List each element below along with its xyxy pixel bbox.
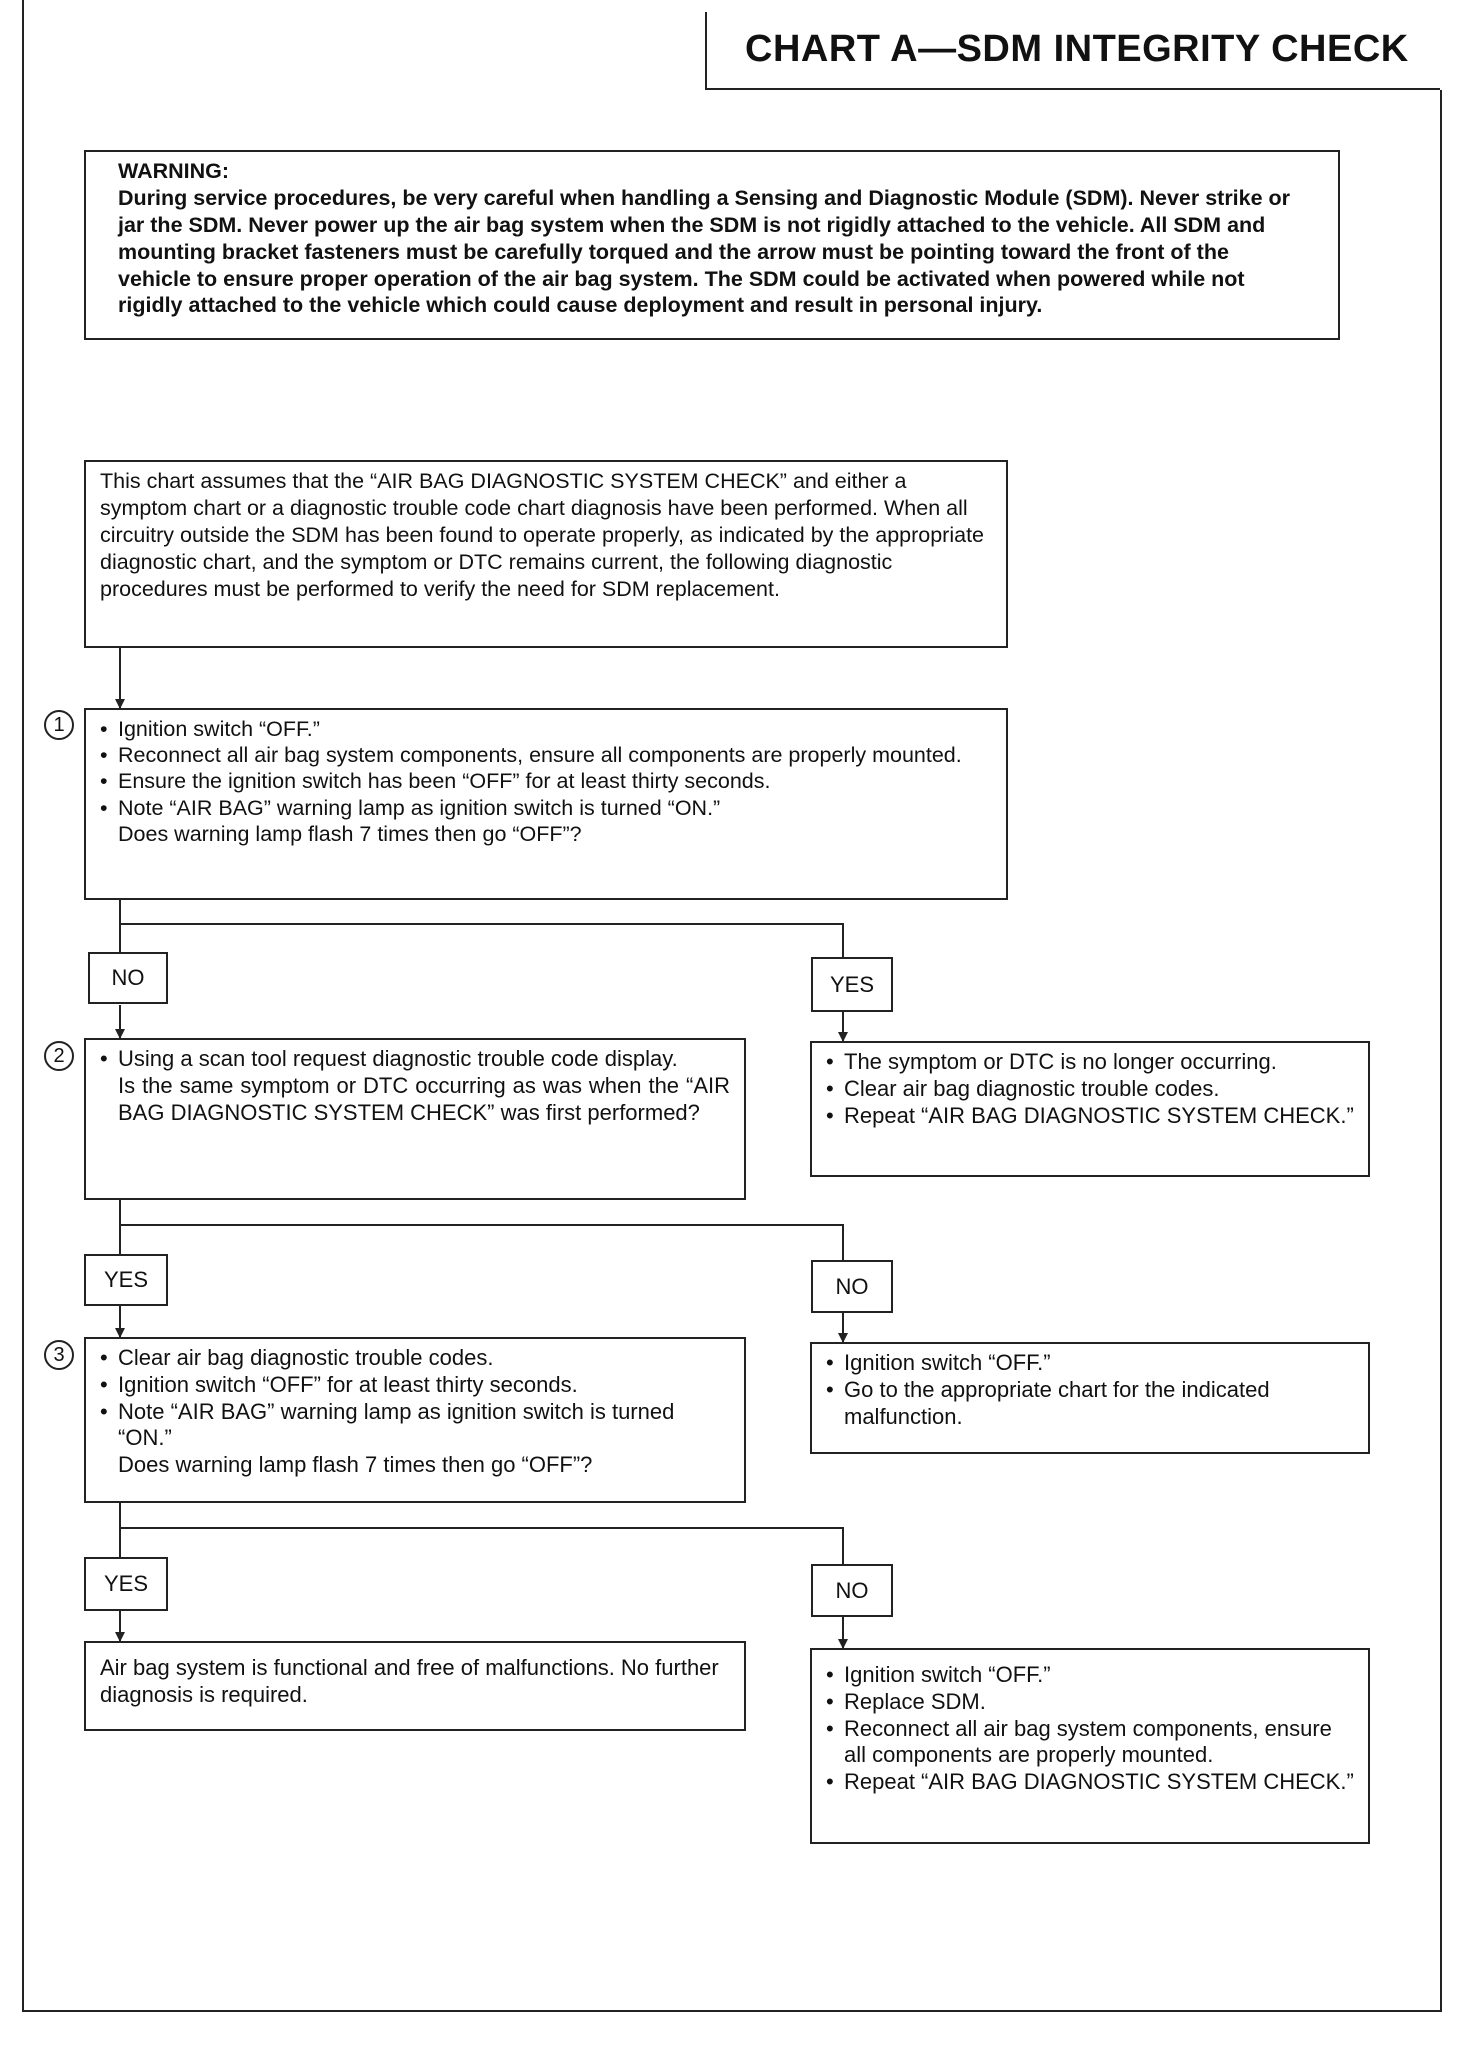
step3-no-result-item: • Reconnect all air bag system components, ensure all components are properly mounted. [826, 1716, 1354, 1770]
step2-no-result-box [810, 1342, 1370, 1454]
step-number-3: 3 [44, 1340, 74, 1370]
step3-no-result-list [826, 1662, 1354, 1796]
step3-no-result-item: • Replace SDM. [826, 1689, 1354, 1716]
warning-text: During service procedures, be very careful when handling a Sensing and Diagnostic Module (SDM). Never strike or jar the SDM. Never power up the air bag system when the SDM is not rigidly attached to the vehicle. All SDM and mounting bracket fasteners must be carefully torqued and the arrow must be pointing toward the front of the vehicle to ensure proper operation of the air bag system. The SDM could be activated when powered while not rigidly attached to the vehicle which could cause deployment and result in personal injury. [118, 185, 1291, 318]
step1-list [100, 716, 992, 821]
step1-yes-result-item: • The symptom or DTC is no longer occurring. [826, 1049, 1354, 1076]
step1-item: • Ignition switch “OFF.” [100, 716, 992, 742]
step-number-1: 1 [44, 710, 74, 740]
step3-no-result-box [810, 1648, 1370, 1844]
step2-box [84, 1038, 746, 1200]
step3-box [84, 1337, 746, 1503]
page-title: CHART A—SDM INTEGRITY CHECK [745, 28, 1409, 70]
connector-step2-no-branch [120, 1225, 843, 1260]
step-number-2: 2 [44, 1041, 74, 1071]
step1-yes-result-box [810, 1041, 1370, 1177]
step2-no-result-list [826, 1350, 1354, 1430]
step3-question: Does warning lamp flash 7 times then go “OFF”? [118, 1452, 593, 1478]
step1-question: Does warning lamp flash 7 times then go “OFF”? [118, 821, 582, 846]
step3-no-result-item: • Repeat “AIR BAG DIAGNOSTIC SYSTEM CHECK.” [826, 1769, 1354, 1796]
step1-item: • Ensure the ignition switch has been “OFF” for at least thirty seconds. [100, 768, 992, 794]
warning-heading: WARNING: [118, 159, 230, 183]
connector-step1-yes-branch [120, 924, 843, 957]
step2-no-label: NO [811, 1260, 893, 1313]
step2-list [100, 1046, 730, 1073]
step1-yes-result-list [826, 1049, 1354, 1129]
step2-yes-label: YES [84, 1254, 168, 1306]
step1-item: • Note “AIR BAG” warning lamp as ignition switch is turned “ON.” [100, 795, 992, 821]
step1-box [84, 708, 1008, 900]
step3-list [100, 1345, 730, 1452]
step1-yes-label: YES [811, 957, 893, 1012]
step3-item: • Clear air bag diagnostic trouble codes. [100, 1345, 730, 1372]
intro-box [84, 460, 1008, 648]
step2-no-result-item: • Ignition switch “OFF.” [826, 1350, 1354, 1377]
step1-item: • Reconnect all air bag system components, ensure all components are properly mounted. [100, 742, 992, 768]
step1-yes-result-item: • Clear air bag diagnostic trouble codes. [826, 1076, 1354, 1103]
step1-no-label: NO [88, 952, 168, 1004]
step3-yes-label: YES [84, 1557, 168, 1611]
intro-text: This chart assumes that the “AIR BAG DIAGNOSTIC SYSTEM CHECK” and either a symptom chart or a diagnostic trouble code chart diagnosis have been performed. When all circuitry outside the SDM has been found to operate properly, as indicated by the appropriate diagnostic chart, and the symptom or DTC remains current, the following diagnostic procedures must be performed to verify the need for SDM replacement. [100, 469, 985, 601]
connector-step3-no-branch [120, 1528, 843, 1564]
step2-no-result-item: • Go to the appropriate chart for the indicated malfunction. [826, 1377, 1354, 1431]
step2-item: • Using a scan tool request diagnostic trouble code display. [100, 1046, 730, 1073]
step2-question: Is the same symptom or DTC occurring as was when the “AIR BAG DIAGNOSTIC SYSTEM CHECK” was first performed? [118, 1072, 730, 1125]
step3-no-label: NO [811, 1564, 893, 1617]
step3-item: • Note “AIR BAG” warning lamp as ignition switch is turned “ON.” [100, 1399, 730, 1453]
step1-yes-result-item: • Repeat “AIR BAG DIAGNOSTIC SYSTEM CHECK.” [826, 1103, 1354, 1130]
step3-yes-result-text: Air bag system is functional and free of malfunctions. No further diagnosis is required. [100, 1655, 719, 1707]
step3-yes-result-box [84, 1641, 746, 1731]
step3-item: • Ignition switch “OFF” for at least thirty seconds. [100, 1372, 730, 1399]
step3-no-result-item: • Ignition switch “OFF.” [826, 1662, 1354, 1689]
